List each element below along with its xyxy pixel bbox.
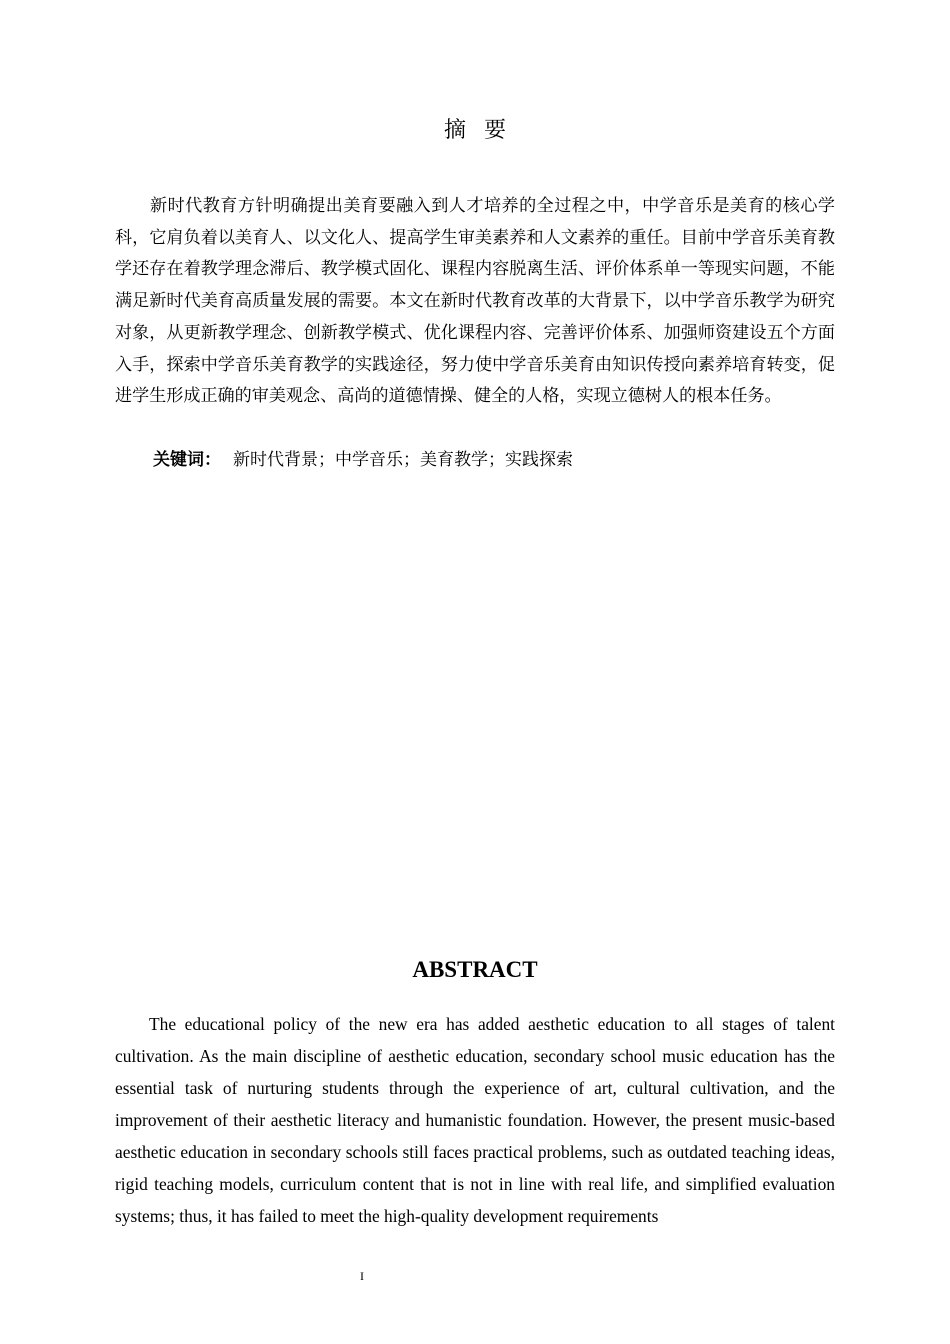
keywords-label: 关键词： <box>153 450 221 470</box>
page-number: I <box>360 1269 364 1283</box>
chinese-abstract-title: 摘要 <box>443 118 524 143</box>
english-abstract-title: ABSTRACT <box>412 957 538 982</box>
chinese-abstract-body: 新时代教育方针明确提出美育要融入到人才培养的全过程之中，中学音乐是美育的核心学科，它肩负着以美育人、以文化人、提高学生审美素养和人文素养的重任。目前中学音乐美育教学还存在着教学理念滞后、教学模式固化、课程内容脱离生活、评价体系单一等现实问题，不能满足新时代美育高质量发展的需要。本文在新时代教育改革的大背景下，以中学音乐教学为研究对象，从更新教学理念、创新教学模式、优化课程内容、完善评价体系、加强师资建设五个方面入手，探索中学音乐美育教学的实践途径，努力使中学音乐美育由知识传授向素养培育转变，促进学生形成正确的审美观念、高尚的道德情操、健全的人格，实现立德树人的根本任务。 <box>115 196 835 407</box>
keywords-list: 新时代背景；中学音乐；美育教学；实践探索 <box>233 450 573 470</box>
chinese-keywords <box>153 445 573 477</box>
english-abstract-body: The educational policy of the new era has added aesthetic education to all stages of talent cultivation. As the main discipline of aesthetic education, secondary school music education has the essential task of nurturing students through the experience of art, cultural cultivation, and the improvement of their aesthetic literacy and humanistic foundation. However, the present music-based aesthetic education in secondary schools still faces practical problems, such as outdated teaching ideas, rigid teaching models, curriculum content that is not in line with real life, and simplified evaluation systems; thus, it has failed to meet the high-quality development requirements <box>115 1014 835 1226</box>
